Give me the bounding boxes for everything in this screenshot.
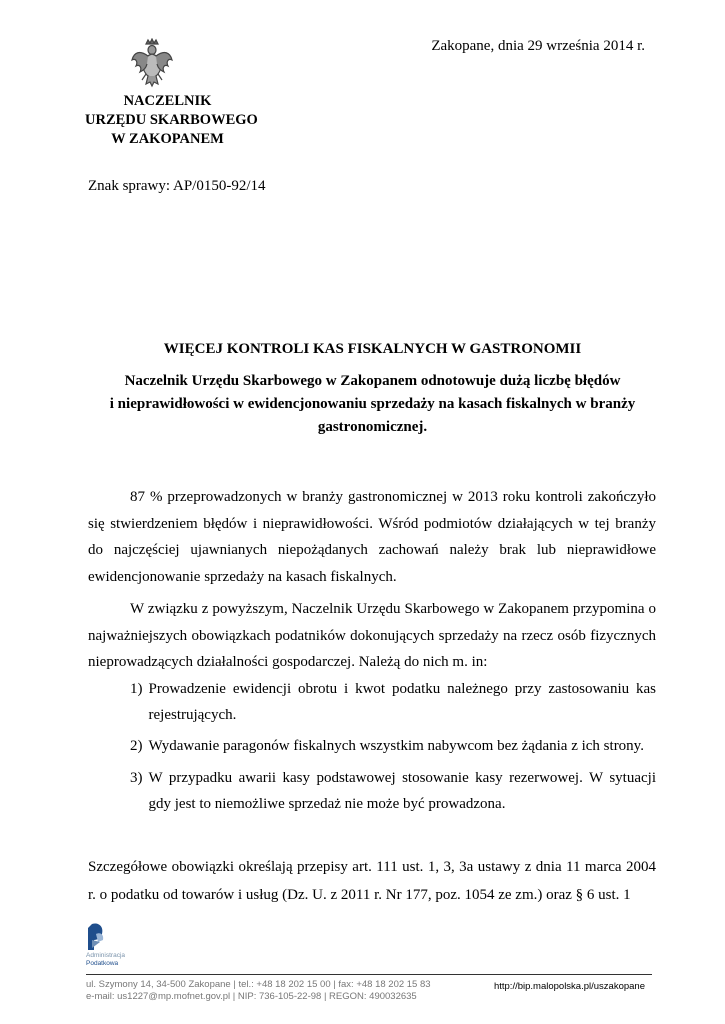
body-paragraph-2: W związku z powyższym, Naczelnik Urzędu Skarbowego w Zakopanem przypomina o najważniejszych obowiązkach podatników dokonujących sprzedaży na rzecz osób fizycznych nieprowadzących działalności gospodarczej. Należą do nich m. in: [88,601,656,670]
list-item-number: 3) [130,770,143,786]
list-item [88,765,656,817]
logo-caption [86,952,125,968]
lead-line: i nieprawidłowości w ewidencjonowaniu sprzedaży na kasach fiskalnych w branży [109,396,636,412]
lead-line: gastronomicznej. [317,419,428,435]
list-item-text: Wydawanie paragonów fiskalnych wszystkim nabywcom bez żądania z ich strony. [148,738,644,754]
polish-eagle-emblem-icon [130,38,174,88]
logo-caption-line: Administracja [86,952,126,959]
body-paragraph-1: 87 % przeprowadzonych w branży gastronomicznej w 2013 roku kontroli zakończyło się stwierdzeniem błędów i nieprawidłowości. Wśród podmiotów działających w tej branży do najczęściej ujawnianych niepożądanych zachowań należy brak lub nieprawidłowe ewidencjonowanie sprzedaży na kasach fiskalnych. [88,489,656,585]
footer-url-link[interactable]: http://bip.malopolska.pl/uszakopane [493,981,645,992]
date-line: Zakopane, dnia 29 września 2014 r. [431,38,645,54]
list-item [88,733,656,759]
list-item-number: 1) [130,681,143,697]
footer-address-line: ul. Szymony 14, 34-500 Zakopane | tel.: +48 18 202 15 00 | fax: +48 18 202 15 83 [86,979,431,990]
footer-email-line: e-mail: us1227@mp.mofnet.gov.pl | NIP: 736-105-22-98 | REGON: 490032635 [86,991,417,1002]
case-reference: Znak sprawy: AP/0150-92/14 [88,178,266,194]
document-title: WIĘCEJ KONTROLI KAS FISKALNYCH W GASTRONOMII [163,341,582,357]
list-item [88,676,656,728]
office-line: URZĘDU SKARBOWEGO [85,112,258,128]
footer-divider [86,974,652,975]
logo-caption-line: Podatkowa [86,960,119,967]
footer-contact [86,979,431,1003]
lead-paragraph [90,370,655,439]
issuing-office [85,92,258,149]
list-item-number: 2) [130,738,143,754]
lead-line: Naczelnik Urzędu Skarbowego w Zakopanem odnotowuje dużą liczbę błędów [124,373,621,389]
body-paragraph-3: Szczegółowe obowiązki określają przepisy art. 111 ust. 1, 3, 3a ustawy z dnia 11 marca 2004 r. o podatku od towarów i usług (Dz. U. z 2011 r. Nr 177, poz. 1054 ze zm.) oraz § 6 ust. 1 [88,859,656,903]
list-item-text: W przypadku awarii kasy podstawowej stosowanie kasy rezerwowej. W sytuacji gdy jest to niemożliwe sprzedaż nie może być prowadzona. [148,770,656,812]
list-item-text: Prowadzenie ewidencji obrotu i kwot podatku należnego przy zastosowaniu kas rejestrujących. [148,681,656,723]
office-line: W ZAKOPANEM [111,131,224,147]
office-line: NACZELNIK [123,93,212,109]
